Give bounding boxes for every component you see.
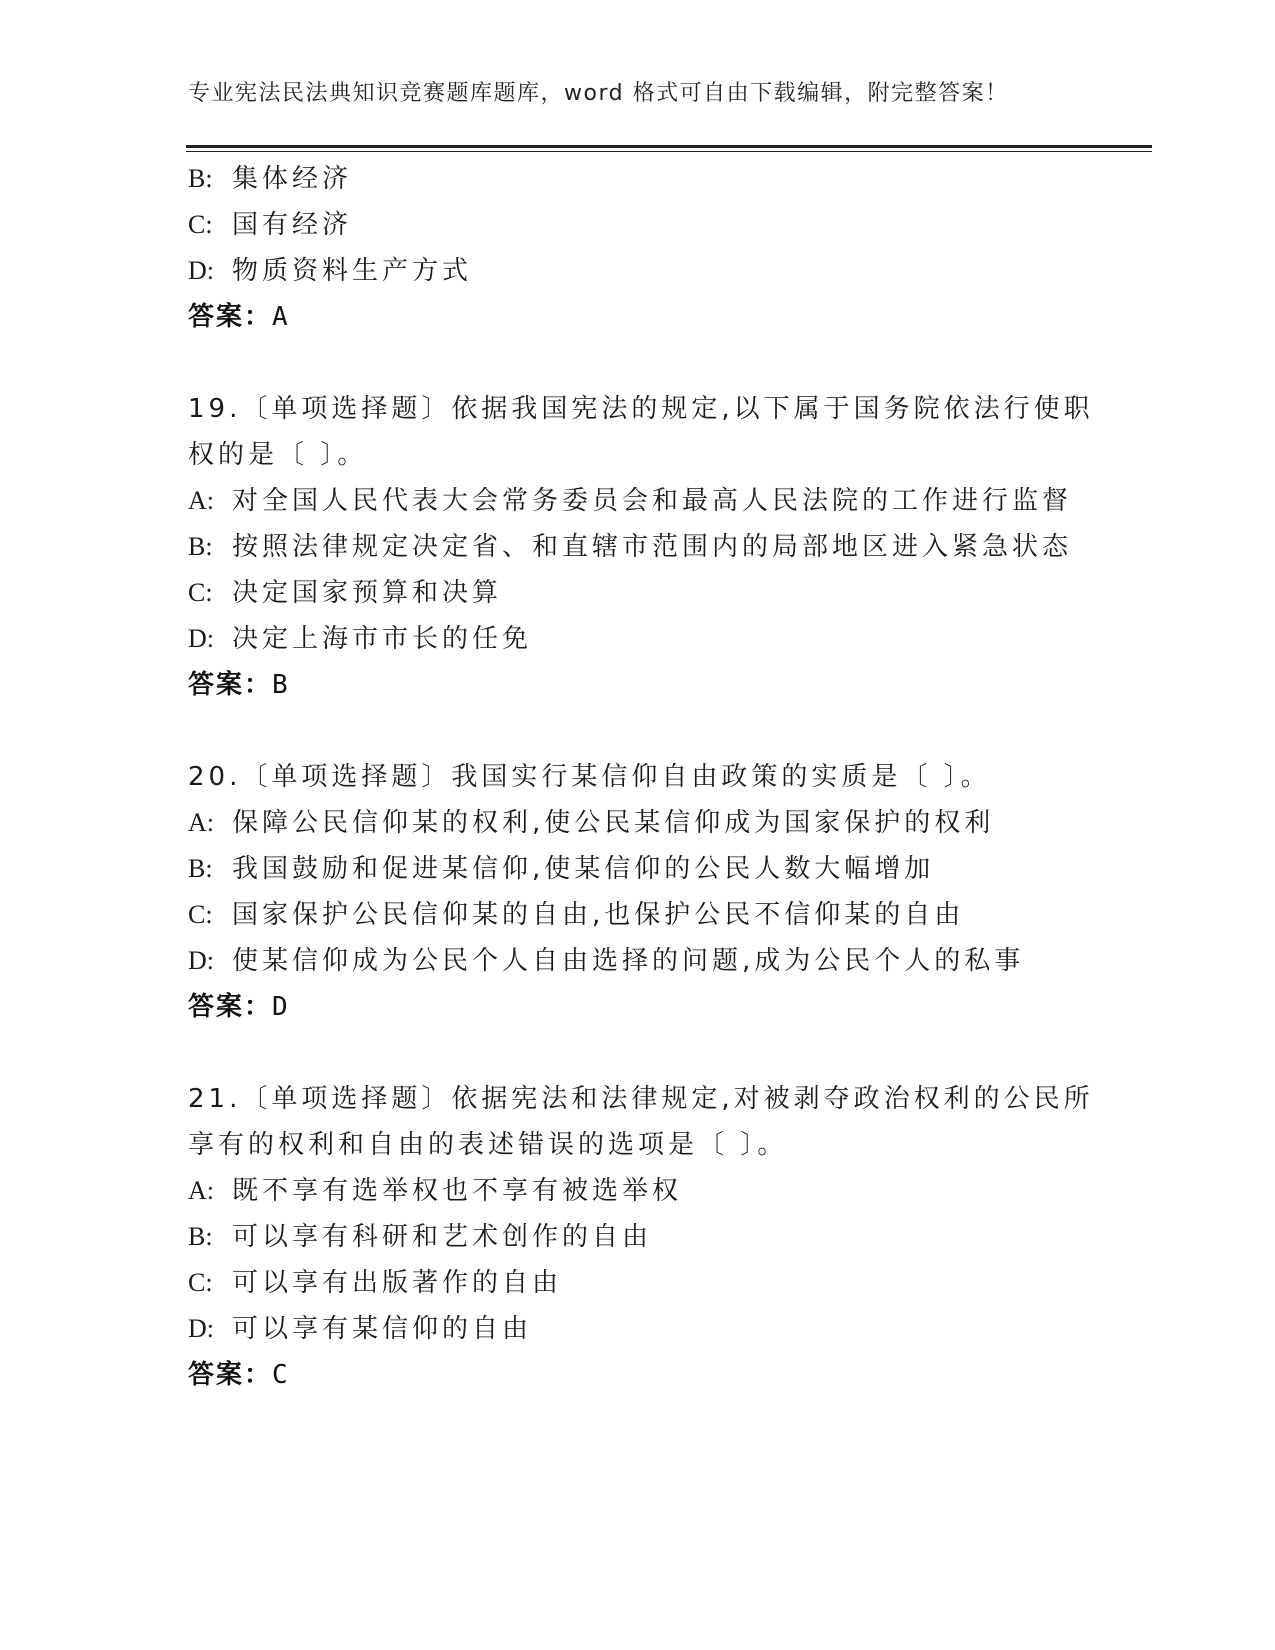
option-label: C: xyxy=(188,210,213,239)
option-b xyxy=(188,524,1088,570)
header-rule-thick xyxy=(186,145,1152,148)
option-label: C: xyxy=(188,1268,213,1297)
option-label: D: xyxy=(188,256,214,285)
option-c xyxy=(188,570,1088,616)
question-stem-line-1: 20.〔单项选择题〕我国实行某信仰自由政策的实质是〔 〕。 xyxy=(188,762,991,792)
answer-value: C xyxy=(272,1360,290,1390)
option-text: 使某信仰成为公民个人自由选择的问题,成为公民个人的私事 xyxy=(232,946,1025,976)
option-a xyxy=(188,478,1088,524)
question-stem-line-2: 享有的权利和自由的表述错误的选项是〔 〕。 xyxy=(188,1130,788,1160)
option-a xyxy=(188,1168,1088,1214)
option-text: 保障公民信仰某的权利,使公民某信仰成为国家保护的权利 xyxy=(232,808,995,838)
answer-value: D xyxy=(272,992,290,1022)
answer-value: A xyxy=(272,302,290,332)
question-20 xyxy=(188,754,1088,1030)
answer-prefix: 答案： xyxy=(188,670,273,700)
answer-line xyxy=(188,294,1088,340)
option-label: A: xyxy=(188,808,214,837)
option-label: C: xyxy=(188,578,213,607)
option-text: 既不享有选举权也不享有被选举权 xyxy=(232,1176,683,1206)
option-text: 集体经济 xyxy=(232,164,353,194)
option-b xyxy=(188,1214,1088,1260)
question-stem-line-1: 19.〔单项选择题〕依据我国宪法的规定,以下属于国务院依法行使职 xyxy=(188,394,1094,424)
question-18-continuation xyxy=(188,156,1088,340)
question-21 xyxy=(188,1076,1094,1398)
option-text: 可以享有某信仰的自由 xyxy=(232,1314,533,1344)
option-b xyxy=(188,156,1088,202)
option-a xyxy=(188,800,1088,846)
answer-prefix: 答案： xyxy=(188,992,273,1022)
answer-value: B xyxy=(272,670,290,700)
option-text: 对全国人民代表大会常务委员会和最高人民法院的工作进行监督 xyxy=(232,486,1073,516)
option-text: 国有经济 xyxy=(232,210,353,240)
header-rule-thin xyxy=(186,151,1152,152)
option-c xyxy=(188,892,1088,938)
answer-prefix: 答案： xyxy=(188,1360,273,1390)
option-label: B: xyxy=(188,854,213,883)
option-d xyxy=(188,938,1088,984)
option-label: D: xyxy=(188,946,214,975)
option-text: 决定国家预算和决算 xyxy=(232,578,503,608)
answer-prefix: 答案： xyxy=(188,302,273,332)
option-label: B: xyxy=(188,1222,213,1251)
option-d xyxy=(188,616,1088,662)
page-header: 专业宪法民法典知识竞赛题库题库，word 格式可自由下载编辑，附完整答案！ xyxy=(188,81,1009,106)
option-label: B: xyxy=(188,532,213,561)
option-text: 按照法律规定决定省、和直辖市范围内的局部地区进入紧急状态 xyxy=(232,532,1073,562)
question-stem-line-2: 权的是〔 〕。 xyxy=(188,440,368,470)
answer-line xyxy=(188,1352,1088,1398)
question-19 xyxy=(188,386,1094,708)
option-c xyxy=(188,202,1088,248)
option-label: D: xyxy=(188,624,214,653)
option-text: 可以享有科研和艺术创作的自由 xyxy=(232,1222,653,1252)
answer-line xyxy=(188,662,1088,708)
option-text: 决定上海市市长的任免 xyxy=(232,624,533,654)
option-text: 国家保护公民信仰某的自由,也保护公民不信仰某的自由 xyxy=(232,900,965,930)
option-label: A: xyxy=(188,1176,214,1205)
document-content xyxy=(188,156,1094,1398)
option-label: C: xyxy=(188,900,213,929)
option-text: 可以享有出版著作的自由 xyxy=(232,1268,563,1298)
question-stem-line-1: 21.〔单项选择题〕依据宪法和法律规定,对被剥夺政治权利的公民所 xyxy=(188,1084,1094,1114)
option-label: A: xyxy=(188,486,214,515)
option-c xyxy=(188,1260,1088,1306)
option-text: 物质资料生产方式 xyxy=(232,256,473,286)
option-label: D: xyxy=(188,1314,214,1343)
answer-line xyxy=(188,984,1088,1030)
option-label: B: xyxy=(188,164,213,193)
option-b xyxy=(188,846,1088,892)
option-d xyxy=(188,248,1088,294)
option-text: 我国鼓励和促进某信仰,使某信仰的公民人数大幅增加 xyxy=(232,854,935,884)
option-d xyxy=(188,1306,1088,1352)
